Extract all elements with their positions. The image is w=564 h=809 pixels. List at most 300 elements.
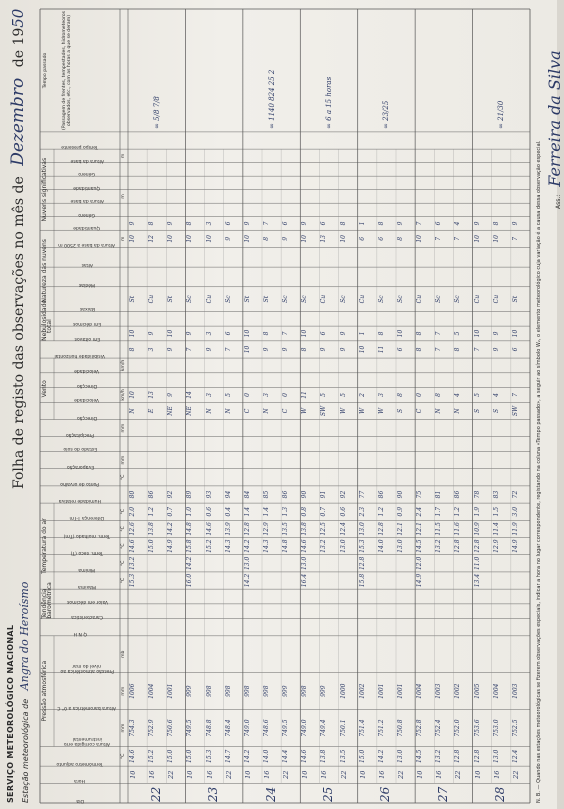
cell-alt_b: 9	[224, 236, 232, 241]
cell-qty: 9	[129, 221, 136, 226]
cell-bar: 998	[224, 685, 232, 697]
cell-alt_b: 7	[454, 236, 462, 241]
cell-hour: 10	[301, 770, 310, 779]
cell-bar: 999	[282, 685, 290, 697]
cell-t: 13.2	[435, 749, 443, 763]
cell-vis: 8	[454, 347, 462, 352]
cell-qty: 3	[205, 221, 213, 226]
cell-mol: 13.0	[358, 522, 366, 536]
cell-hum: 77	[358, 490, 366, 499]
cell-baixas: Cu	[148, 294, 156, 304]
cell-dif: 1.4	[263, 506, 270, 517]
cell-t: 14.2	[243, 749, 251, 763]
cell-qty: 7	[263, 221, 270, 226]
cell-mol: 14.6	[205, 522, 213, 536]
column-header-oitavos: Em oitavos	[74, 335, 100, 341]
cell-vel: 3	[263, 393, 270, 397]
column-header-evaporacao: Evaporação	[66, 463, 94, 469]
title-text: Folha de registo das observações no mês de	[11, 176, 27, 489]
cell-max: 15.3	[129, 573, 136, 588]
day-number: 28	[493, 786, 508, 802]
cell-vis: 7	[473, 347, 481, 352]
temperature-group-header: Temperatura do ar	[41, 518, 48, 574]
cell-bar: 1006	[129, 683, 136, 699]
cell-alt_b: 10	[492, 235, 500, 243]
column-header-velocidade: Velocidade	[74, 397, 100, 403]
cell-bar: 1003	[435, 683, 443, 699]
cell-alt_b: 13	[320, 235, 328, 243]
column-header-direccao: Direcção	[76, 414, 98, 420]
cell-dif: 0.6	[339, 506, 347, 517]
cell-hum: 84	[243, 490, 251, 499]
cell-bar: 999	[186, 685, 194, 697]
cell-mol: 12.8	[377, 522, 385, 536]
tempo-passado-entry: ∞ 1140 824 25 2	[267, 69, 276, 129]
cell-vel: 13	[148, 391, 156, 399]
cell-alt: 749.0	[243, 719, 251, 737]
cell-vel: 5	[339, 393, 347, 397]
cell-alt: 748.8	[205, 719, 213, 737]
column-header-pressao_mar: Pressão atmosférica ao nível do mar	[60, 662, 114, 673]
cell-vel: 4	[492, 393, 500, 397]
cell-alt_b: 10	[129, 235, 136, 243]
cell-qty: 6	[320, 221, 328, 226]
column-header-tempo_passado: Tempo passado	[43, 52, 48, 89]
cell-bar: 1004	[148, 683, 156, 699]
column-header-altura_base: Altura da base	[70, 198, 104, 204]
cell-bar: 1001	[397, 683, 404, 699]
cell-vel: 0	[416, 393, 424, 397]
cell-dif: 0.7	[320, 506, 328, 517]
cell-hour: 22	[397, 770, 405, 779]
cell-seco: 14.8	[282, 539, 290, 553]
cell-dir: E	[148, 408, 156, 414]
cell-t: 13.0	[492, 749, 500, 763]
cell-alt_b: 6	[358, 236, 366, 241]
unit-termometro: °C	[121, 753, 126, 760]
cell-seco: 14.3	[263, 539, 270, 553]
column-header-qnh: Q N H	[73, 630, 87, 636]
cell-hum: 93	[205, 490, 213, 499]
cell-qty: 8	[377, 221, 385, 226]
cell-dif: 0.9	[397, 506, 404, 517]
cell-hour: 22	[511, 770, 520, 779]
footer-note: N. B. — Quando nas estações meteorológicas se fizerem observações especiais, indicar a hora no lugar correspondente, registando na coluna «Tempo passado», a seguir ao símbolo W₂, o elemento meteorológico cuja variação é a causa dessa observação especial.	[536, 140, 542, 803]
cell-dir: N	[454, 408, 462, 414]
cell-dir: W	[358, 407, 366, 415]
cell-alt: 749.0	[301, 719, 309, 737]
cell-baixas: Sc	[224, 295, 232, 303]
cell-mol: 11.9	[511, 522, 519, 536]
cell-vel: 5	[224, 393, 232, 397]
unit-orvalho: °C	[121, 474, 126, 481]
cell-vel: 2	[358, 393, 366, 397]
cell-alt: 748.6	[263, 719, 270, 737]
cell-neb: 7	[435, 331, 443, 336]
unit-velocidade: km/h	[121, 389, 126, 401]
column-header-g2: Género	[78, 171, 96, 177]
cell-dif: 1.7	[435, 506, 443, 517]
cell-alt_b: 10	[205, 235, 213, 243]
cell-max: 13.4	[473, 573, 481, 588]
cell-hour: 16	[492, 770, 501, 779]
cell-baixas: Sc	[186, 295, 194, 303]
cell-mol: 11.6	[454, 522, 462, 536]
column-header-altas: Altas	[81, 262, 93, 268]
cell-neb: 1	[358, 331, 366, 336]
cell-dif: 1.2	[454, 506, 462, 517]
column-header-hora: Hora	[74, 778, 86, 784]
unit-precipitacao: mm	[121, 423, 126, 433]
cell-alt: 753.0	[492, 719, 500, 737]
cell-hum: 83	[492, 490, 500, 499]
cell-hour: 16	[320, 770, 329, 779]
cell-alt_b: 9	[282, 236, 290, 241]
signature-block	[545, 50, 564, 209]
cell-bar: 998	[243, 685, 251, 697]
cell-seco: 15.8	[186, 539, 194, 553]
cell-dif: 0.8	[301, 506, 309, 517]
cell-vis: 8	[416, 347, 424, 352]
cell-seco: 12.9	[492, 539, 500, 553]
cell-baixas: Sc	[397, 295, 404, 303]
cell-alt_b: 10	[186, 235, 194, 243]
significant-clouds-group-header: Nuvens significativas	[41, 157, 48, 222]
cell-alt_b: 10	[243, 235, 251, 243]
day-number: 23	[206, 786, 221, 802]
cell-dir: N	[435, 408, 443, 414]
cell-mol: 10.9	[473, 522, 481, 536]
cell-dir: N	[263, 408, 270, 414]
cell-qty: 1	[358, 221, 366, 226]
cell-min: 13.0	[243, 556, 251, 571]
cell-qty: 6	[282, 221, 290, 226]
cell-alt: 750.8	[397, 719, 404, 737]
cell-qty: 9	[473, 221, 481, 226]
cell-t: 14.4	[282, 749, 290, 763]
unit-rajada-vel: km/h	[121, 359, 126, 372]
column-header-medias: Médias	[78, 281, 96, 287]
cell-dir: S	[473, 408, 481, 413]
cell-seco: 14.6	[301, 539, 309, 553]
tempo-passado-entry: ∞ 6 a 15 horas	[325, 76, 333, 129]
cell-qty: 6	[435, 221, 443, 226]
cell-vel: 11	[301, 391, 309, 399]
cell-vis: 3	[148, 347, 156, 352]
cell-neb: 9	[492, 331, 500, 336]
column-header-altura_barometrica: Altura barométrica a 0° C	[57, 704, 117, 710]
cell-qty: 8	[148, 221, 156, 226]
cell-alt_b: 8	[263, 236, 270, 241]
pressure-group-header: Pressão atmosférica	[41, 660, 48, 722]
cell-bar: 1000	[339, 683, 347, 699]
cell-hum: 72	[511, 490, 519, 499]
cell-seco: 13.2	[435, 539, 443, 553]
cell-bar: 1002	[358, 683, 366, 699]
cell-alt: 752.0	[454, 719, 462, 737]
cell-alt_b: 12	[148, 235, 156, 243]
cell-alt: 752.4	[435, 719, 443, 737]
cell-t: 14.6	[301, 749, 309, 763]
cell-seco: 12.8	[473, 539, 481, 553]
cell-baixas: Cu	[473, 294, 481, 304]
cell-alt: 750.1	[339, 719, 347, 737]
cell-dir: C	[416, 408, 424, 414]
cell-seco: 14.2	[243, 539, 251, 553]
cell-vel: 14	[186, 391, 194, 399]
cell-dir: W	[301, 407, 309, 415]
cell-dir: SW	[511, 405, 519, 417]
cell-t: 15.0	[358, 749, 366, 763]
cell-vel: 7	[511, 393, 519, 397]
cell-baixas: Sc	[454, 295, 462, 303]
service-name: SERVIÇO METEOROLÓGICO NACIONAL	[6, 624, 15, 803]
cell-hum: 90	[301, 490, 309, 499]
month-value: Dezembro	[8, 77, 28, 166]
cell-dir: S	[397, 408, 404, 413]
cell-neb: 3	[205, 331, 213, 336]
cell-vel: 3	[205, 393, 213, 397]
cell-hum: 81	[435, 490, 443, 499]
cell-seco: 13.0	[397, 539, 404, 553]
day-number: 25	[321, 786, 335, 802]
cell-alt: 749.5	[186, 719, 194, 737]
cell-mol: 14.8	[186, 522, 194, 536]
unit-altura: mm	[121, 723, 126, 733]
cell-hum: 91	[320, 490, 328, 499]
cell-alt_b: 10	[473, 235, 481, 243]
cell-bar: 998	[301, 685, 309, 697]
cell-bar: 1001	[167, 683, 175, 699]
cell-hum: 86	[377, 490, 385, 499]
cloud-type-group-header: Natureza das nuvens	[41, 239, 48, 303]
cell-hum: 86	[454, 490, 462, 499]
wind-group-header: Vento	[41, 380, 48, 398]
cell-vis: 6	[397, 347, 404, 352]
column-header-a2: Altura da base	[70, 157, 104, 163]
cell-neb: 9	[186, 331, 194, 336]
cell-neb: 10	[167, 329, 175, 338]
cell-neb: 10	[301, 329, 309, 338]
cell-dif: 2.3	[358, 506, 366, 517]
year-prefix: de 19	[11, 27, 27, 68]
cell-bar: 1001	[377, 683, 385, 699]
cell-seco: 14.5	[416, 539, 424, 553]
column-header-visibilidade: Visibilidade horizontal	[54, 353, 106, 359]
cell-min: 14.2	[186, 556, 194, 571]
cell-vis: 9	[167, 347, 175, 352]
cell-alt_b: 10	[167, 235, 175, 243]
cell-mol: 12.6	[129, 522, 136, 536]
cell-bar: 999	[320, 685, 328, 697]
unit-a2: m	[121, 153, 126, 159]
day-number: 22	[148, 786, 163, 802]
cell-max: 14.2	[243, 573, 251, 588]
cell-dir: N	[129, 408, 136, 414]
cell-vis: 9	[263, 347, 270, 352]
cell-seco: 15.0	[148, 539, 156, 553]
column-header-rajada-vel: Velocidade	[74, 367, 100, 373]
cell-mol: 12.1	[416, 522, 424, 536]
cell-t: 13.5	[339, 749, 347, 763]
unit-maxima: °C	[121, 577, 126, 584]
cell-hum: 86	[148, 490, 156, 499]
unit-seco: °C	[121, 543, 126, 549]
cell-baixas: St	[511, 295, 519, 303]
station-label	[18, 582, 31, 803]
cell-seco: 14.9	[167, 539, 175, 553]
cell-qty: 6	[224, 221, 232, 226]
cell-seco: 14.0	[377, 539, 385, 553]
cell-hum: 75	[416, 490, 424, 499]
cell-dir: S	[492, 408, 500, 413]
cell-dif: 1.9	[473, 506, 481, 517]
cell-baixas: St	[243, 295, 251, 303]
column-header-termometro: Termómetro adjunto	[56, 761, 104, 767]
cell-neb: 7	[282, 331, 290, 336]
column-header-dia: Dia	[76, 798, 84, 803]
cell-vel: 10	[129, 391, 136, 399]
column-header-humidade: Humidade relativa	[58, 498, 102, 504]
column-header-maxima: Máxima	[77, 584, 97, 590]
cell-vis: 7	[186, 347, 194, 352]
cell-seco: 13.2	[320, 539, 328, 553]
day-number: 24	[263, 786, 278, 802]
cell-max: 14.9	[416, 573, 424, 588]
column-header-altura_nuvens: Altura da base a 2500 m	[58, 242, 116, 248]
cell-dif: 1.5	[492, 506, 500, 517]
cell-alt_b: 7	[435, 236, 443, 241]
cell-bar: 998	[263, 685, 270, 697]
cell-dir: W	[377, 407, 385, 415]
cell-alt: 749.5	[282, 719, 290, 737]
cell-hour: 16	[263, 770, 271, 779]
cell-dir: C	[282, 408, 290, 414]
cell-dif: 3.0	[511, 506, 519, 517]
cell-hour: 22	[224, 770, 233, 779]
cell-vis: 10	[243, 345, 251, 354]
cell-qty: 9	[301, 221, 309, 226]
cell-dir: W	[339, 407, 347, 415]
cell-dif: 1.0	[186, 506, 194, 517]
tempo-passado-entry: ∞ 5/8 7/8	[152, 96, 161, 129]
cell-hum: 92	[167, 490, 175, 499]
column-header-altura: Altura corrigida erro instrumental	[63, 736, 111, 747]
cell-mol: 14.2	[167, 522, 175, 536]
cell-hum: 78	[473, 490, 481, 499]
column-header-solo: Estado do solo	[63, 446, 97, 452]
cell-hour: 22	[454, 770, 463, 779]
cell-dif: 1.2	[377, 506, 385, 517]
cell-t: 13.8	[320, 749, 328, 763]
cell-alt: 750.6	[167, 719, 175, 737]
cell-hour: 16	[435, 770, 444, 779]
cell-baixas: Sc	[377, 295, 385, 303]
unit-diferenca: °C	[121, 509, 126, 515]
cell-hour: 22	[339, 770, 348, 779]
cell-neb: 5	[454, 331, 462, 336]
cell-neb: 9	[148, 331, 156, 336]
cell-alt: 752.9	[148, 719, 156, 737]
cell-neb: 8	[416, 331, 424, 336]
cell-baixas: Sc	[339, 295, 347, 303]
cloud-cover-group-header: Nebulosidade total	[41, 299, 53, 341]
cell-hum: 90	[397, 490, 404, 499]
day-number: 26	[378, 786, 393, 802]
tempo-passado-note: (Passagem de frentes, tempestades, hidrometeoros observados, etc., com as horas a que se deram)	[62, 10, 72, 131]
cell-hour: 10	[186, 770, 195, 779]
cell-mol: 12.9	[263, 522, 270, 536]
cell-neb: 6	[320, 331, 328, 336]
cell-dir: N	[205, 408, 213, 414]
cell-mol: 12.5	[320, 522, 328, 536]
cell-neb: 10	[473, 329, 481, 338]
cell-t: 12.4	[511, 749, 519, 763]
cell-mol: 13.9	[224, 522, 232, 536]
cell-alt: 754.3	[129, 719, 136, 737]
cell-seco: 14.6	[129, 539, 136, 553]
tempo-passado-entry: ∞ 21/30	[497, 100, 506, 129]
cell-dir: NE	[186, 406, 194, 416]
cell-hour: 22	[167, 770, 176, 779]
cell-neb: 10	[129, 329, 136, 338]
cell-t: 14.6	[129, 749, 136, 763]
column-header-genero: Género	[78, 211, 96, 217]
cell-hum: 85	[263, 490, 270, 499]
cell-baixas: Sc	[301, 295, 309, 303]
cell-t: 14.7	[224, 749, 232, 763]
cell-baixas: St	[263, 295, 270, 303]
cell-t: 14.2	[377, 749, 385, 763]
cell-hour: 16	[205, 770, 214, 779]
cell-qty: 9	[397, 221, 404, 226]
cell-neb: 10	[397, 329, 404, 338]
cell-vis: 9	[320, 347, 328, 352]
column-header-molhado: Term. molhado (Tm)	[63, 532, 111, 538]
cell-t: 13.0	[397, 749, 404, 763]
cell-alt: 749.4	[320, 719, 328, 737]
cell-vel: 0	[282, 393, 290, 397]
cell-min: 12.0	[416, 556, 424, 571]
cell-baixas: Cu	[492, 294, 500, 304]
unit-altura_nuvens: m	[121, 236, 126, 242]
cell-t: 14.0	[263, 749, 270, 763]
cell-dif: 2.4	[416, 506, 424, 517]
cell-mol: 13.5	[282, 522, 290, 536]
tempo-passado-entry: ∞ 23/25	[382, 100, 391, 129]
signature-label: Ass.:	[555, 194, 562, 209]
cell-baixas: Cu	[416, 294, 424, 304]
cell-mol: 11.5	[435, 522, 443, 536]
station-label-text: Estação meteorológica de	[21, 698, 30, 803]
tendency-group-header: Tendência barométrica	[41, 582, 53, 619]
cell-qty: 9	[243, 221, 251, 226]
unit-minima: °C	[121, 560, 126, 567]
cell-bar: 1002	[454, 683, 462, 699]
cell-dir: NE	[167, 406, 175, 416]
cell-vis: 9	[205, 347, 213, 352]
cell-vis: 6	[511, 347, 519, 352]
cell-neb: 10	[511, 329, 519, 338]
cell-dif: 1.4	[243, 506, 251, 517]
cell-vis: 7	[224, 347, 232, 352]
cell-hour: 10	[416, 770, 425, 779]
cell-vis: 9	[339, 347, 347, 352]
cell-vis: 8	[301, 347, 309, 352]
cell-hum: 94	[224, 490, 232, 499]
day-number: 27	[435, 786, 450, 802]
cell-qty: 8	[339, 221, 347, 226]
